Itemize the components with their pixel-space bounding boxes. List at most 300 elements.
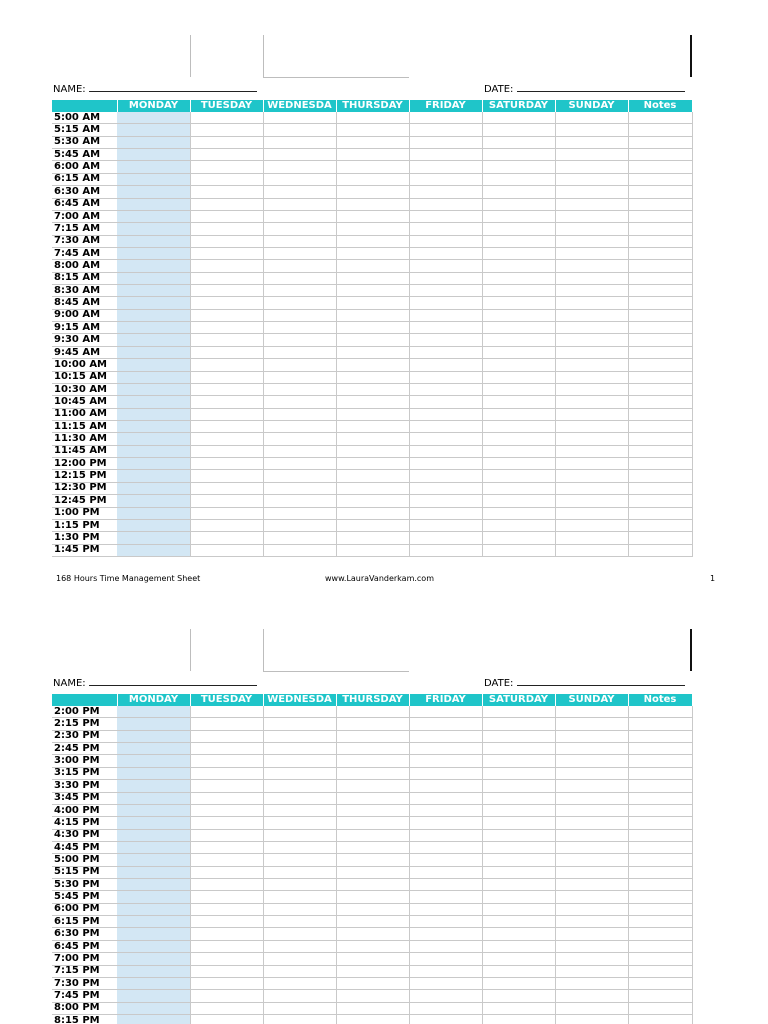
entry-cell[interactable]: [409, 792, 482, 804]
entry-cell[interactable]: [409, 817, 482, 829]
entry-cell[interactable]: [117, 285, 190, 297]
entry-cell[interactable]: [555, 792, 628, 804]
entry-cell[interactable]: [190, 272, 263, 284]
entry-cell[interactable]: [190, 210, 263, 222]
entry-cell[interactable]: [336, 297, 409, 309]
entry-cell[interactable]: [263, 916, 336, 928]
entry-cell[interactable]: [190, 260, 263, 272]
notes-cell[interactable]: [628, 433, 692, 445]
entry-cell[interactable]: [263, 730, 336, 742]
entry-cell[interactable]: [190, 223, 263, 235]
entry-cell[interactable]: [117, 161, 190, 173]
entry-cell[interactable]: [263, 780, 336, 792]
entry-cell[interactable]: [409, 297, 482, 309]
entry-cell[interactable]: [409, 718, 482, 730]
entry-cell[interactable]: [555, 322, 628, 334]
entry-cell[interactable]: [263, 532, 336, 544]
entry-cell[interactable]: [263, 990, 336, 1002]
entry-cell[interactable]: [336, 854, 409, 866]
entry-cell[interactable]: [409, 903, 482, 915]
notes-cell[interactable]: [628, 990, 692, 1002]
entry-cell[interactable]: [117, 383, 190, 395]
entry-cell[interactable]: [555, 730, 628, 742]
entry-cell[interactable]: [190, 891, 263, 903]
entry-cell[interactable]: [263, 235, 336, 247]
entry-cell[interactable]: [263, 408, 336, 420]
notes-cell[interactable]: [628, 507, 692, 519]
entry-cell[interactable]: [555, 879, 628, 891]
entry-cell[interactable]: [482, 408, 555, 420]
entry-cell[interactable]: [117, 322, 190, 334]
entry-cell[interactable]: [117, 817, 190, 829]
entry-cell[interactable]: [555, 953, 628, 965]
entry-cell[interactable]: [190, 829, 263, 841]
entry-cell[interactable]: [409, 445, 482, 457]
entry-cell[interactable]: [482, 903, 555, 915]
notes-cell[interactable]: [628, 408, 692, 420]
entry-cell[interactable]: [482, 755, 555, 767]
entry-cell[interactable]: [117, 223, 190, 235]
entry-cell[interactable]: [190, 149, 263, 161]
entry-cell[interactable]: [555, 235, 628, 247]
notes-cell[interactable]: [628, 891, 692, 903]
entry-cell[interactable]: [190, 854, 263, 866]
entry-cell[interactable]: [555, 706, 628, 718]
name-field[interactable]: [53, 676, 257, 689]
entry-cell[interactable]: [117, 186, 190, 198]
entry-cell[interactable]: [117, 730, 190, 742]
entry-cell[interactable]: [263, 346, 336, 358]
entry-cell[interactable]: [336, 891, 409, 903]
entry-cell[interactable]: [190, 420, 263, 432]
name-blank-line[interactable]: [89, 676, 257, 686]
entry-cell[interactable]: [409, 186, 482, 198]
entry-cell[interactable]: [117, 198, 190, 210]
entry-cell[interactable]: [190, 334, 263, 346]
entry-cell[interactable]: [190, 953, 263, 965]
entry-cell[interactable]: [409, 544, 482, 556]
entry-cell[interactable]: [482, 445, 555, 457]
entry-cell[interactable]: [263, 247, 336, 259]
entry-cell[interactable]: [555, 928, 628, 940]
notes-cell[interactable]: [628, 866, 692, 878]
entry-cell[interactable]: [263, 755, 336, 767]
entry-cell[interactable]: [555, 396, 628, 408]
entry-cell[interactable]: [482, 186, 555, 198]
entry-cell[interactable]: [117, 755, 190, 767]
entry-cell[interactable]: [482, 854, 555, 866]
entry-cell[interactable]: [555, 173, 628, 185]
entry-cell[interactable]: [117, 916, 190, 928]
entry-cell[interactable]: [263, 433, 336, 445]
entry-cell[interactable]: [482, 544, 555, 556]
entry-cell[interactable]: [555, 210, 628, 222]
entry-cell[interactable]: [555, 495, 628, 507]
entry-cell[interactable]: [482, 136, 555, 148]
entry-cell[interactable]: [409, 346, 482, 358]
entry-cell[interactable]: [555, 519, 628, 531]
entry-cell[interactable]: [190, 544, 263, 556]
entry-cell[interactable]: [117, 841, 190, 853]
date-blank-line[interactable]: [517, 676, 685, 686]
entry-cell[interactable]: [555, 136, 628, 148]
entry-cell[interactable]: [190, 173, 263, 185]
entry-cell[interactable]: [336, 916, 409, 928]
entry-cell[interactable]: [263, 1002, 336, 1014]
entry-cell[interactable]: [117, 495, 190, 507]
notes-cell[interactable]: [628, 334, 692, 346]
entry-cell[interactable]: [190, 322, 263, 334]
entry-cell[interactable]: [409, 730, 482, 742]
entry-cell[interactable]: [336, 866, 409, 878]
entry-cell[interactable]: [555, 804, 628, 816]
entry-cell[interactable]: [190, 186, 263, 198]
entry-cell[interactable]: [555, 482, 628, 494]
notes-cell[interactable]: [628, 916, 692, 928]
entry-cell[interactable]: [555, 1002, 628, 1014]
entry-cell[interactable]: [190, 346, 263, 358]
notes-cell[interactable]: [628, 903, 692, 915]
entry-cell[interactable]: [482, 841, 555, 853]
entry-cell[interactable]: [409, 408, 482, 420]
entry-cell[interactable]: [409, 977, 482, 989]
entry-cell[interactable]: [409, 519, 482, 531]
entry-cell[interactable]: [336, 198, 409, 210]
entry-cell[interactable]: [117, 1014, 190, 1024]
entry-cell[interactable]: [409, 743, 482, 755]
entry-cell[interactable]: [336, 149, 409, 161]
entry-cell[interactable]: [409, 532, 482, 544]
entry-cell[interactable]: [263, 371, 336, 383]
entry-cell[interactable]: [409, 272, 482, 284]
entry-cell[interactable]: [117, 470, 190, 482]
entry-cell[interactable]: [555, 767, 628, 779]
entry-cell[interactable]: [555, 346, 628, 358]
notes-cell[interactable]: [628, 817, 692, 829]
notes-cell[interactable]: [628, 730, 692, 742]
entry-cell[interactable]: [482, 916, 555, 928]
entry-cell[interactable]: [190, 285, 263, 297]
entry-cell[interactable]: [555, 458, 628, 470]
entry-cell[interactable]: [409, 420, 482, 432]
entry-cell[interactable]: [482, 792, 555, 804]
entry-cell[interactable]: [190, 841, 263, 853]
notes-cell[interactable]: [628, 297, 692, 309]
entry-cell[interactable]: [482, 730, 555, 742]
entry-cell[interactable]: [190, 817, 263, 829]
entry-cell[interactable]: [263, 854, 336, 866]
entry-cell[interactable]: [555, 916, 628, 928]
entry-cell[interactable]: [263, 470, 336, 482]
entry-cell[interactable]: [555, 260, 628, 272]
entry-cell[interactable]: [263, 173, 336, 185]
entry-cell[interactable]: [555, 755, 628, 767]
entry-cell[interactable]: [555, 829, 628, 841]
entry-cell[interactable]: [336, 161, 409, 173]
entry-cell[interactable]: [336, 272, 409, 284]
entry-cell[interactable]: [263, 445, 336, 457]
entry-cell[interactable]: [482, 309, 555, 321]
entry-cell[interactable]: [555, 891, 628, 903]
entry-cell[interactable]: [409, 804, 482, 816]
notes-cell[interactable]: [628, 780, 692, 792]
entry-cell[interactable]: [117, 928, 190, 940]
entry-cell[interactable]: [190, 198, 263, 210]
entry-cell[interactable]: [409, 953, 482, 965]
entry-cell[interactable]: [482, 953, 555, 965]
entry-cell[interactable]: [190, 458, 263, 470]
entry-cell[interactable]: [117, 1002, 190, 1014]
entry-cell[interactable]: [336, 829, 409, 841]
notes-cell[interactable]: [628, 186, 692, 198]
entry-cell[interactable]: [555, 334, 628, 346]
entry-cell[interactable]: [555, 161, 628, 173]
entry-cell[interactable]: [482, 940, 555, 952]
entry-cell[interactable]: [117, 124, 190, 136]
entry-cell[interactable]: [409, 495, 482, 507]
entry-cell[interactable]: [409, 136, 482, 148]
entry-cell[interactable]: [555, 903, 628, 915]
entry-cell[interactable]: [555, 408, 628, 420]
entry-cell[interactable]: [190, 730, 263, 742]
entry-cell[interactable]: [190, 804, 263, 816]
entry-cell[interactable]: [336, 1014, 409, 1024]
entry-cell[interactable]: [263, 891, 336, 903]
entry-cell[interactable]: [190, 532, 263, 544]
notes-cell[interactable]: [628, 136, 692, 148]
entry-cell[interactable]: [117, 173, 190, 185]
entry-cell[interactable]: [263, 965, 336, 977]
notes-cell[interactable]: [628, 1014, 692, 1024]
entry-cell[interactable]: [263, 507, 336, 519]
entry-cell[interactable]: [482, 285, 555, 297]
notes-cell[interactable]: [628, 396, 692, 408]
entry-cell[interactable]: [336, 532, 409, 544]
entry-cell[interactable]: [263, 334, 336, 346]
entry-cell[interactable]: [336, 260, 409, 272]
notes-cell[interactable]: [628, 223, 692, 235]
notes-cell[interactable]: [628, 383, 692, 395]
notes-cell[interactable]: [628, 879, 692, 891]
entry-cell[interactable]: [263, 841, 336, 853]
entry-cell[interactable]: [409, 891, 482, 903]
entry-cell[interactable]: [555, 285, 628, 297]
notes-cell[interactable]: [628, 198, 692, 210]
entry-cell[interactable]: [190, 371, 263, 383]
entry-cell[interactable]: [409, 247, 482, 259]
entry-cell[interactable]: [409, 149, 482, 161]
entry-cell[interactable]: [117, 260, 190, 272]
entry-cell[interactable]: [190, 124, 263, 136]
entry-cell[interactable]: [482, 334, 555, 346]
notes-cell[interactable]: [628, 940, 692, 952]
entry-cell[interactable]: [409, 285, 482, 297]
entry-cell[interactable]: [336, 309, 409, 321]
entry-cell[interactable]: [336, 482, 409, 494]
entry-cell[interactable]: [482, 928, 555, 940]
entry-cell[interactable]: [263, 940, 336, 952]
notes-cell[interactable]: [628, 285, 692, 297]
entry-cell[interactable]: [190, 519, 263, 531]
entry-cell[interactable]: [190, 396, 263, 408]
entry-cell[interactable]: [482, 507, 555, 519]
entry-cell[interactable]: [190, 755, 263, 767]
entry-cell[interactable]: [117, 767, 190, 779]
entry-cell[interactable]: [482, 272, 555, 284]
entry-cell[interactable]: [409, 235, 482, 247]
entry-cell[interactable]: [555, 507, 628, 519]
entry-cell[interactable]: [117, 965, 190, 977]
notes-cell[interactable]: [628, 124, 692, 136]
notes-cell[interactable]: [628, 210, 692, 222]
entry-cell[interactable]: [482, 322, 555, 334]
entry-cell[interactable]: [190, 112, 263, 124]
notes-cell[interactable]: [628, 767, 692, 779]
notes-cell[interactable]: [628, 532, 692, 544]
entry-cell[interactable]: [336, 173, 409, 185]
entry-cell[interactable]: [190, 247, 263, 259]
entry-cell[interactable]: [263, 544, 336, 556]
entry-cell[interactable]: [482, 1014, 555, 1024]
entry-cell[interactable]: [263, 383, 336, 395]
entry-cell[interactable]: [336, 346, 409, 358]
entry-cell[interactable]: [117, 334, 190, 346]
entry-cell[interactable]: [336, 780, 409, 792]
entry-cell[interactable]: [409, 755, 482, 767]
entry-cell[interactable]: [336, 743, 409, 755]
entry-cell[interactable]: [263, 977, 336, 989]
entry-cell[interactable]: [190, 470, 263, 482]
entry-cell[interactable]: [482, 173, 555, 185]
entry-cell[interactable]: [336, 841, 409, 853]
entry-cell[interactable]: [482, 420, 555, 432]
entry-cell[interactable]: [482, 235, 555, 247]
entry-cell[interactable]: [263, 322, 336, 334]
entry-cell[interactable]: [263, 866, 336, 878]
entry-cell[interactable]: [482, 829, 555, 841]
entry-cell[interactable]: [190, 1002, 263, 1014]
entry-cell[interactable]: [117, 396, 190, 408]
entry-cell[interactable]: [409, 309, 482, 321]
entry-cell[interactable]: [263, 210, 336, 222]
entry-cell[interactable]: [117, 532, 190, 544]
entry-cell[interactable]: [117, 210, 190, 222]
entry-cell[interactable]: [263, 359, 336, 371]
entry-cell[interactable]: [336, 1002, 409, 1014]
entry-cell[interactable]: [409, 161, 482, 173]
entry-cell[interactable]: [117, 272, 190, 284]
entry-cell[interactable]: [190, 903, 263, 915]
entry-cell[interactable]: [117, 482, 190, 494]
entry-cell[interactable]: [555, 433, 628, 445]
entry-cell[interactable]: [555, 186, 628, 198]
entry-cell[interactable]: [336, 223, 409, 235]
notes-cell[interactable]: [628, 235, 692, 247]
entry-cell[interactable]: [190, 990, 263, 1002]
entry-cell[interactable]: [555, 420, 628, 432]
entry-cell[interactable]: [555, 247, 628, 259]
entry-cell[interactable]: [336, 792, 409, 804]
entry-cell[interactable]: [482, 532, 555, 544]
entry-cell[interactable]: [190, 977, 263, 989]
entry-cell[interactable]: [263, 495, 336, 507]
notes-cell[interactable]: [628, 445, 692, 457]
name-blank-line[interactable]: [89, 82, 257, 92]
notes-cell[interactable]: [628, 309, 692, 321]
entry-cell[interactable]: [482, 866, 555, 878]
entry-cell[interactable]: [555, 359, 628, 371]
entry-cell[interactable]: [409, 841, 482, 853]
notes-cell[interactable]: [628, 173, 692, 185]
entry-cell[interactable]: [482, 297, 555, 309]
notes-cell[interactable]: [628, 346, 692, 358]
entry-cell[interactable]: [190, 297, 263, 309]
entry-cell[interactable]: [117, 408, 190, 420]
entry-cell[interactable]: [263, 420, 336, 432]
entry-cell[interactable]: [263, 706, 336, 718]
entry-cell[interactable]: [409, 767, 482, 779]
entry-cell[interactable]: [263, 482, 336, 494]
entry-cell[interactable]: [190, 1014, 263, 1024]
notes-cell[interactable]: [628, 458, 692, 470]
notes-cell[interactable]: [628, 260, 692, 272]
entry-cell[interactable]: [555, 965, 628, 977]
notes-cell[interactable]: [628, 519, 692, 531]
entry-cell[interactable]: [336, 470, 409, 482]
entry-cell[interactable]: [555, 124, 628, 136]
entry-cell[interactable]: [336, 396, 409, 408]
entry-cell[interactable]: [190, 383, 263, 395]
entry-cell[interactable]: [336, 383, 409, 395]
entry-cell[interactable]: [409, 433, 482, 445]
entry-cell[interactable]: [190, 408, 263, 420]
entry-cell[interactable]: [117, 990, 190, 1002]
entry-cell[interactable]: [482, 990, 555, 1002]
entry-cell[interactable]: [336, 965, 409, 977]
entry-cell[interactable]: [190, 780, 263, 792]
entry-cell[interactable]: [482, 1002, 555, 1014]
entry-cell[interactable]: [555, 470, 628, 482]
entry-cell[interactable]: [555, 112, 628, 124]
entry-cell[interactable]: [336, 136, 409, 148]
entry-cell[interactable]: [190, 235, 263, 247]
entry-cell[interactable]: [190, 309, 263, 321]
entry-cell[interactable]: [409, 210, 482, 222]
entry-cell[interactable]: [190, 916, 263, 928]
entry-cell[interactable]: [482, 817, 555, 829]
entry-cell[interactable]: [409, 112, 482, 124]
entry-cell[interactable]: [336, 928, 409, 940]
entry-cell[interactable]: [409, 866, 482, 878]
entry-cell[interactable]: [482, 223, 555, 235]
entry-cell[interactable]: [263, 309, 336, 321]
entry-cell[interactable]: [336, 408, 409, 420]
entry-cell[interactable]: [336, 544, 409, 556]
notes-cell[interactable]: [628, 718, 692, 730]
entry-cell[interactable]: [336, 359, 409, 371]
entry-cell[interactable]: [482, 519, 555, 531]
entry-cell[interactable]: [482, 965, 555, 977]
entry-cell[interactable]: [409, 334, 482, 346]
entry-cell[interactable]: [409, 854, 482, 866]
entry-cell[interactable]: [555, 990, 628, 1002]
entry-cell[interactable]: [117, 940, 190, 952]
entry-cell[interactable]: [482, 804, 555, 816]
entry-cell[interactable]: [409, 124, 482, 136]
entry-cell[interactable]: [409, 173, 482, 185]
entry-cell[interactable]: [409, 470, 482, 482]
entry-cell[interactable]: [190, 433, 263, 445]
